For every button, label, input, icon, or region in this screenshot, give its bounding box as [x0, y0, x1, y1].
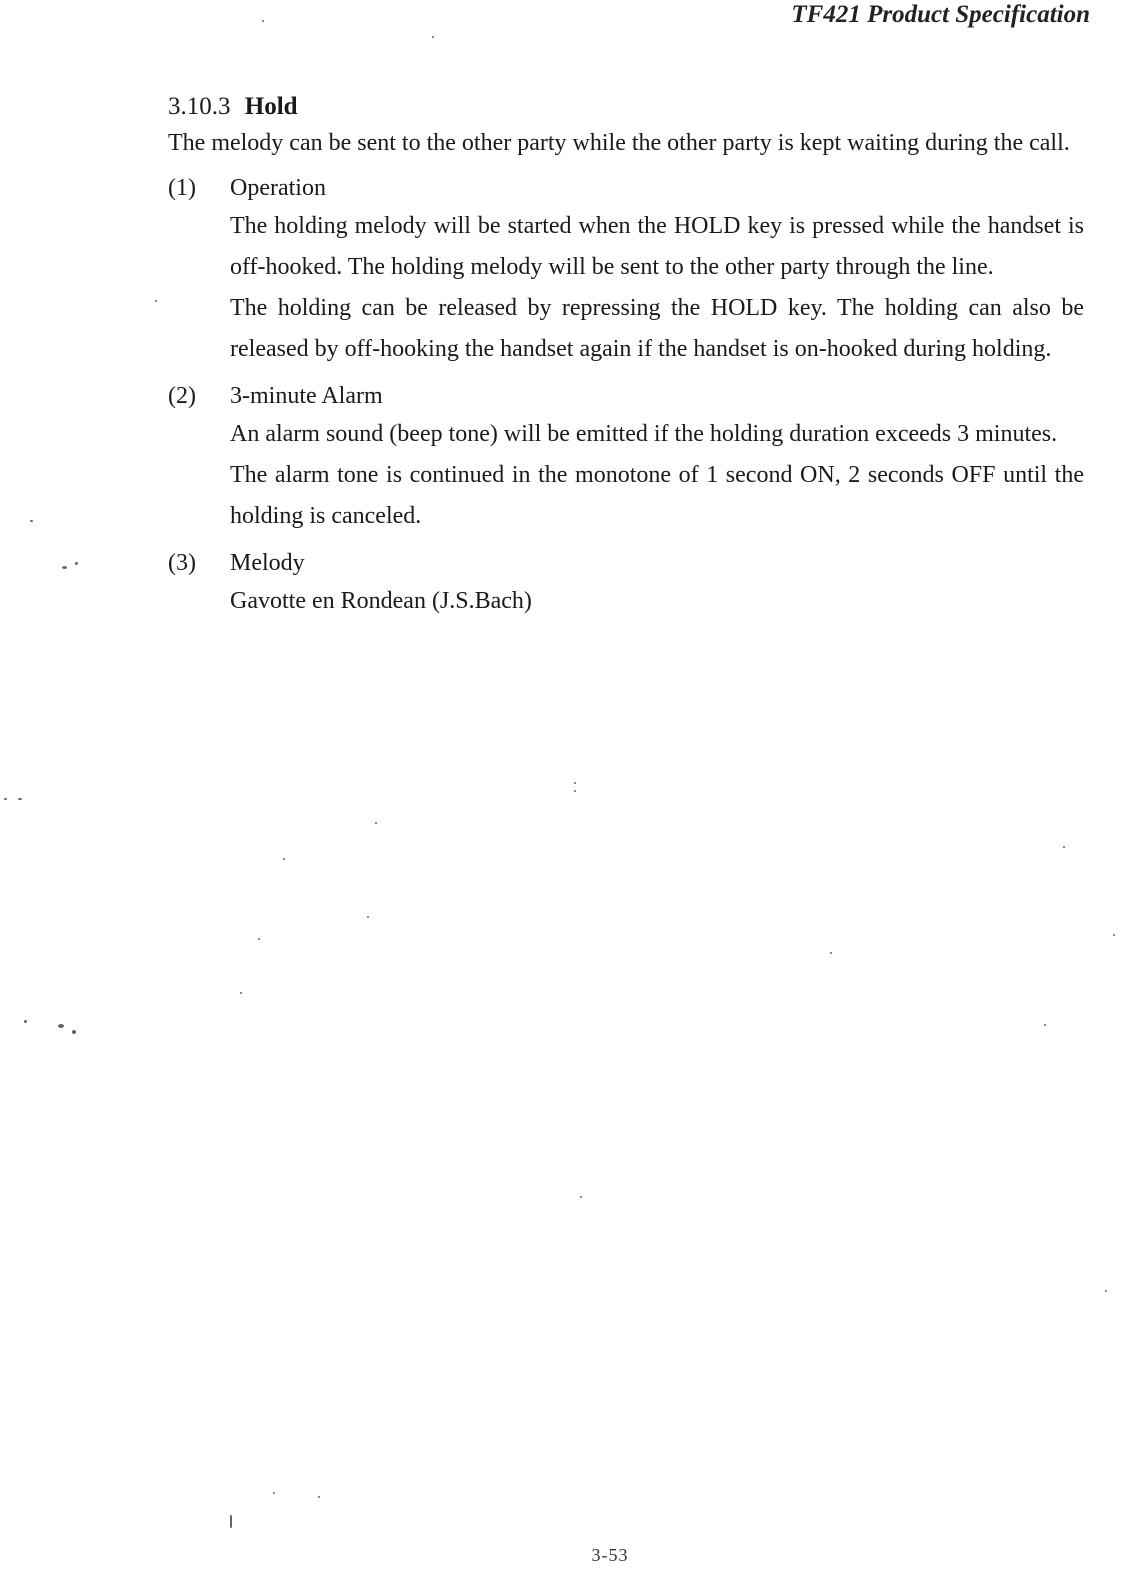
item-title: 3-minute Alarm	[230, 383, 383, 409]
item-paragraph: The holding can be released by repressing the HOLD key. The holding can also be released by off-hooking the handset again if the handset is on-hooked during holding.	[230, 295, 1084, 362]
list-item-melody	[168, 545, 1084, 622]
section-number: 3.10.3	[168, 93, 231, 120]
item-title: Melody	[230, 550, 305, 576]
item-paragraph: Gavotte en Rondean (J.S.Bach)	[230, 588, 532, 614]
section-heading	[168, 90, 1084, 124]
section-3-10-3	[168, 90, 1084, 622]
list-item-3-minute-alarm	[168, 378, 1084, 537]
item-paragraph: An alarm sound (beep tone) will be emitted if the holding duration exceeds 3 minutes.	[230, 421, 1058, 447]
item-number: (1)	[168, 175, 196, 201]
section-title: Hold	[244, 93, 298, 120]
section-intro: The melody can be sent to the other party while the other party is kept waiting during the call.	[168, 130, 1070, 156]
running-header: TF421 Product Specification	[791, 1, 1090, 28]
list-item-operation	[168, 170, 1084, 370]
page-number: 3-53	[591, 1545, 629, 1565]
item-number: (3)	[168, 550, 196, 576]
item-title: Operation	[230, 175, 326, 201]
item-paragraph: The holding melody will be started when the HOLD key is pressed while the handset is off-hooked. The holding melody will be sent to the other party through the line.	[230, 213, 1084, 280]
item-paragraph: The alarm tone is continued in the monotone of 1 second ON, 2 seconds OFF until the holding is canceled.	[230, 462, 1084, 529]
item-number: (2)	[168, 383, 196, 409]
